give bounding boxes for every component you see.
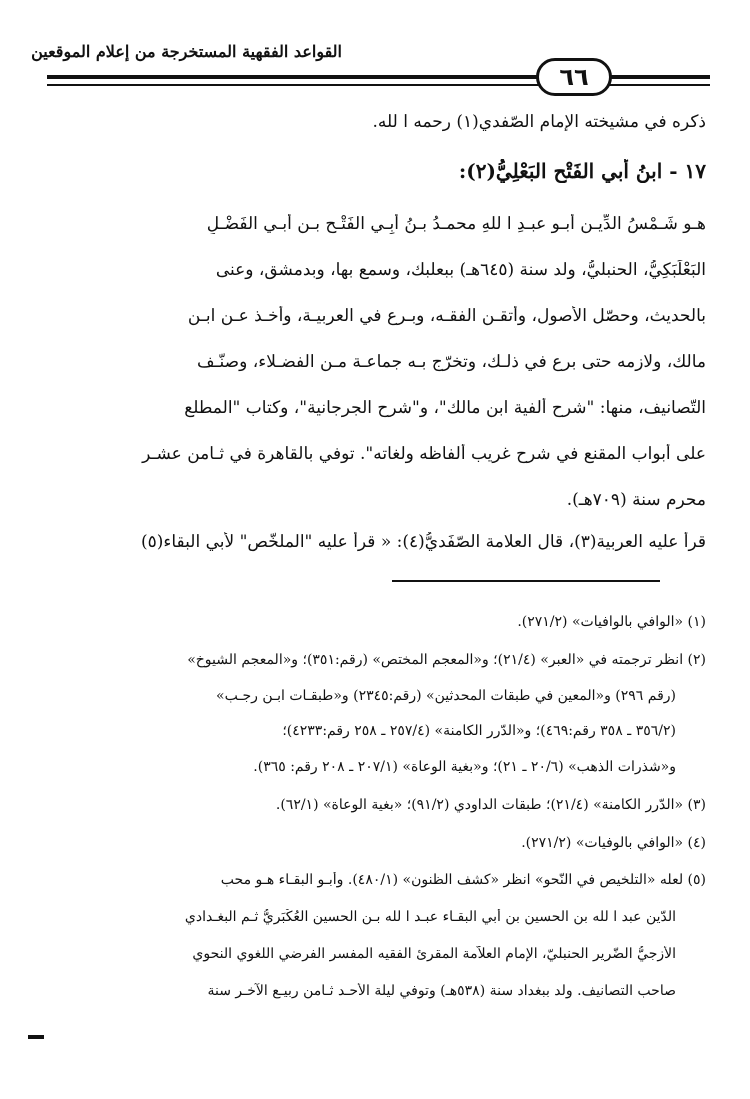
footnote-line: (٣٥٦/٢ ـ ٣٥٨ رقم:٤٦٩)؛ و«الدّرر الكامنة» (٢٥٧/٤ ـ ٢٥٨ رقم:٤٢٣٣)؛ [282,723,676,739]
intro-line: ذكره في مشيخته الإمام الصّفدي(١) رحمه ا لله. [372,112,706,132]
paragraph-line: محرم سنة (٧٠٩هـ). [566,490,706,510]
footnote-line: (٥) لعله «التلخيص في النّحو» انظر «كشف الظنون» (٤٨٠/١). وأبـو البقـاء هـو محب [220,872,706,888]
page-number: ٦٦ [536,58,612,96]
footnote-line: و«شذرات الذهب» (٢٠/٦ ـ ٢١)؛ و«بغية الوعاة» (٢٠٧/١ ـ ٢٠٨ رقم: ٣٦٥). [253,759,676,775]
continuation-mark [28,1035,44,1039]
paragraph-line: التّصانيف، منها: "شرح ألفية ابن مالك"، و"شرح الجرجانية"، وكتاب "المطلع [184,398,706,418]
footnote-line: (٤) «الوافي بالوفيات» (٢٧١/٢). [521,835,706,851]
section-heading: ١٧ - ابنُ أبي الفَتْحِ البَعْلِيُّ(٢): [458,159,706,183]
paragraph-line: هـو شَـمْسُ الدِّيـنِ أبـو عبـدِ ا للهِ محمـدُ بـنُ أَبِـي الفَتْـحِ بـن أبـي الفَضْـلِ [206,214,706,234]
footnote-line: (٢) انظر ترجمته في «العبر» (٢١/٤)؛ و«المعجم المختص» (رقم:٣٥١)؛ و«المعجم الشيوخ» [187,652,706,668]
footnote-line: الأزجيُّ الضّرير الحنبليّ، الإمام العلاّمة المقرئ الفقيه المفسر الفرضي اللغوي النحوي [192,946,676,962]
footnote-line: (رقم ٢٩٦) و«المعين في طبقات المحدثين» (رقم:٢٣٤٥) و«طبقـات ابـن رجـب» [216,688,676,704]
paragraph-line: البَعْلَبَكِيُّ، الحنبليُّ، ولد سنة (٦٤٥هـ) ببعلبك، وسمع بها، وبدمشق، وعنى [215,260,706,280]
footnote-separator [392,580,660,582]
header-rule-thin [47,84,710,86]
footnote-line: (١) «الوافي بالوافيات» (٢٧١/٢). [517,614,706,630]
footnote-line: صاحب التصانيف. ولد ببغداد سنة (٥٣٨هـ) وتوفي ليلة الأحـد ثـامن ربيـع الآخـر سنة [207,983,676,999]
running-header-title: القواعد الفقهية المستخرجة من إعلام الموقعين [31,42,342,61]
paragraph-line: على أبواب المقنع في شرح غريب ألفاظه ولغاته". توفي بالقاهرة في ثـامن عشـر [142,444,706,464]
paragraph-line: بالحديث، وحصّل الأصول، وأتقـن الفقـه، وبـرع في العربيـة، وأخـذ عـن ابـن [187,306,706,326]
footnote-line: (٣) «الدّرر الكامنة» (٢١/٤)؛ طبقات الداودي (٩١/٢)؛ «بغية الوعاة» (٦٢/١). [275,797,706,813]
footnote-line: الدّين عبد ا لله بن الحسين بن أبي البقـاء عبـد ا لله بـن الحسين العُكْبَريُّ ثـم البغـدادي [184,909,676,925]
quote-line: قرأ عليه العربية(٣)، قال العلامة الصّفَديُّ(٤): « قرأ عليه "الملخّص" لأبي البقاء(٥) [140,532,706,552]
paragraph-line: مالك، ولازمه حتى برع في ذلـك، وتخرّج بـه جماعـة مـن الفضـلاء، وصنّـف [196,352,706,372]
